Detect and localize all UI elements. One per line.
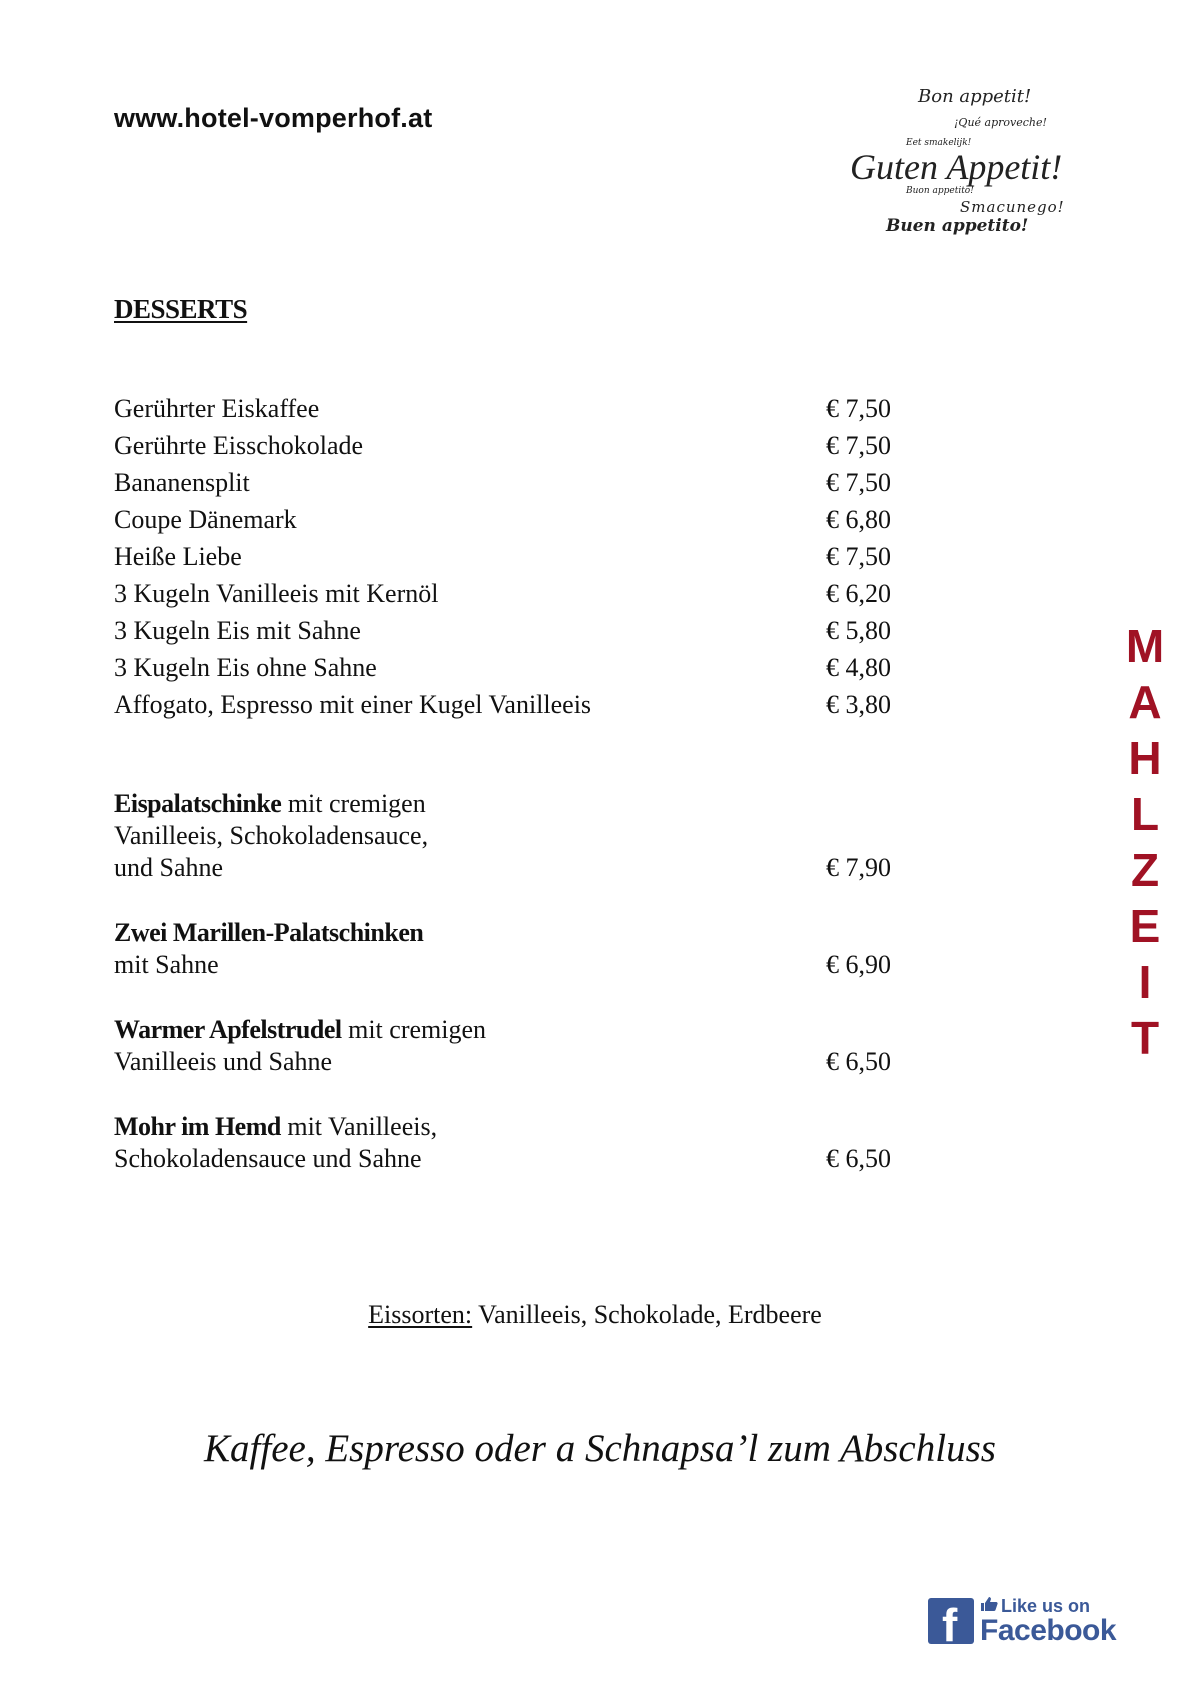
banner-letter: A — [1128, 676, 1162, 728]
like-us-text: Like us on — [1001, 1596, 1091, 1616]
special-item — [114, 917, 904, 981]
special-price: € 7,90 — [826, 853, 891, 882]
closing-line: Kaffee, Espresso oder a Schnapsa’l zum Abschluss — [204, 1427, 996, 1470]
website-url[interactable]: www.hotel-vomperhof.at — [114, 103, 433, 133]
banner-letter: T — [1130, 1012, 1160, 1064]
special-desc-line: mit Vanilleeis, — [280, 1112, 438, 1141]
item-name: Bananensplit — [114, 468, 250, 497]
list-item — [114, 612, 904, 649]
banner-letter: H — [1128, 732, 1162, 784]
bon-appetit-graphic — [850, 86, 1110, 246]
dessert-list — [114, 390, 904, 723]
special-title: Mohr im Hemd — [114, 1112, 281, 1141]
special-description — [114, 1014, 714, 1078]
list-item — [114, 501, 904, 538]
item-name: Heiße Liebe — [114, 542, 242, 571]
item-price: € 5,80 — [826, 616, 891, 645]
item-price: € 6,80 — [826, 505, 891, 534]
special-title: Zwei Marillen-Palatschinken — [114, 918, 424, 947]
banner-letter: M — [1125, 620, 1165, 672]
greeting-spanish: ¡Qué aproveche! — [954, 116, 1047, 129]
special-title: Warmer Apfelstrudel — [114, 1015, 342, 1044]
item-price: € 4,80 — [826, 653, 891, 682]
banner-letter: E — [1129, 900, 1161, 952]
special-price: € 6,50 — [826, 1144, 891, 1173]
specials-list — [114, 788, 904, 1175]
special-price: € 6,90 — [826, 950, 891, 979]
list-item — [114, 538, 904, 575]
list-item — [114, 427, 904, 464]
special-price: € 6,50 — [826, 1047, 891, 1076]
special-desc-line: mit cremigen — [341, 1015, 487, 1044]
list-item — [114, 464, 904, 501]
item-name: 3 Kugeln Eis mit Sahne — [114, 616, 361, 645]
special-desc-line: Vanilleeis und Sahne — [114, 1047, 333, 1076]
item-name: 3 Kugeln Eis ohne Sahne — [114, 653, 377, 682]
special-item — [114, 1111, 904, 1175]
item-price: € 7,50 — [826, 394, 891, 423]
list-item — [114, 390, 904, 427]
item-name: Coupe Dänemark — [114, 505, 297, 534]
facebook-wordmark: Facebook — [980, 1614, 1117, 1647]
banner-letter: L — [1130, 788, 1160, 840]
item-name: Gerührte Eisschokolade — [114, 431, 364, 460]
greeting-spanish-2: Buen appetito! — [886, 216, 1029, 236]
facebook-logo-icon — [928, 1598, 974, 1644]
special-desc-line: und Sahne — [114, 853, 224, 882]
thumbs-up-icon — [980, 1596, 998, 1612]
list-item — [114, 575, 904, 612]
special-desc-line: Schokoladensauce und Sahne — [114, 1144, 422, 1173]
item-price: € 7,50 — [826, 542, 891, 571]
special-description — [114, 917, 714, 981]
banner-letter: Z — [1130, 844, 1160, 896]
facebook-logo-letter: f — [942, 1599, 958, 1644]
banner-letter: I — [1138, 956, 1152, 1008]
special-description — [114, 788, 714, 884]
special-desc-line: mit cremigen — [281, 789, 426, 818]
flavors-label: Eissorten: — [368, 1300, 473, 1329]
item-price: € 7,50 — [826, 468, 891, 497]
section-title: DESSERTS — [114, 294, 248, 324]
greeting-dutch: Eet smakelijk! — [906, 138, 972, 148]
item-price: € 7,50 — [826, 431, 891, 460]
item-name: Affogato, Espresso mit einer Kugel Vanilleeis — [114, 690, 592, 719]
mahlzeit-banner — [1120, 618, 1170, 1066]
item-price: € 3,80 — [826, 690, 891, 719]
greeting-italian: Buon appetito! — [906, 186, 974, 196]
special-item — [114, 1014, 904, 1078]
greeting-french: Bon appetit! — [918, 86, 1032, 107]
list-item — [114, 686, 904, 723]
special-title: Eispalatschinke — [114, 789, 282, 818]
item-price: € 6,20 — [826, 579, 891, 608]
special-desc-line: Vanilleeis, Schokoladensauce, — [114, 821, 429, 850]
greeting-german: Guten Appetit! — [850, 147, 1063, 187]
item-name: 3 Kugeln Vanilleeis mit Kernöl — [114, 579, 439, 608]
flavors-value: Vanilleeis, Schokolade, Erdbeere — [472, 1300, 822, 1329]
ice-cream-flavors — [0, 1300, 1190, 1330]
special-item — [114, 788, 904, 884]
facebook-like-button[interactable] — [928, 1596, 1118, 1646]
item-name: Gerührter Eiskaffee — [114, 394, 320, 423]
greeting-slavic: Smacunego! — [960, 198, 1065, 216]
list-item — [114, 649, 904, 686]
special-description — [114, 1111, 714, 1175]
special-desc-line: mit Sahne — [114, 950, 219, 979]
